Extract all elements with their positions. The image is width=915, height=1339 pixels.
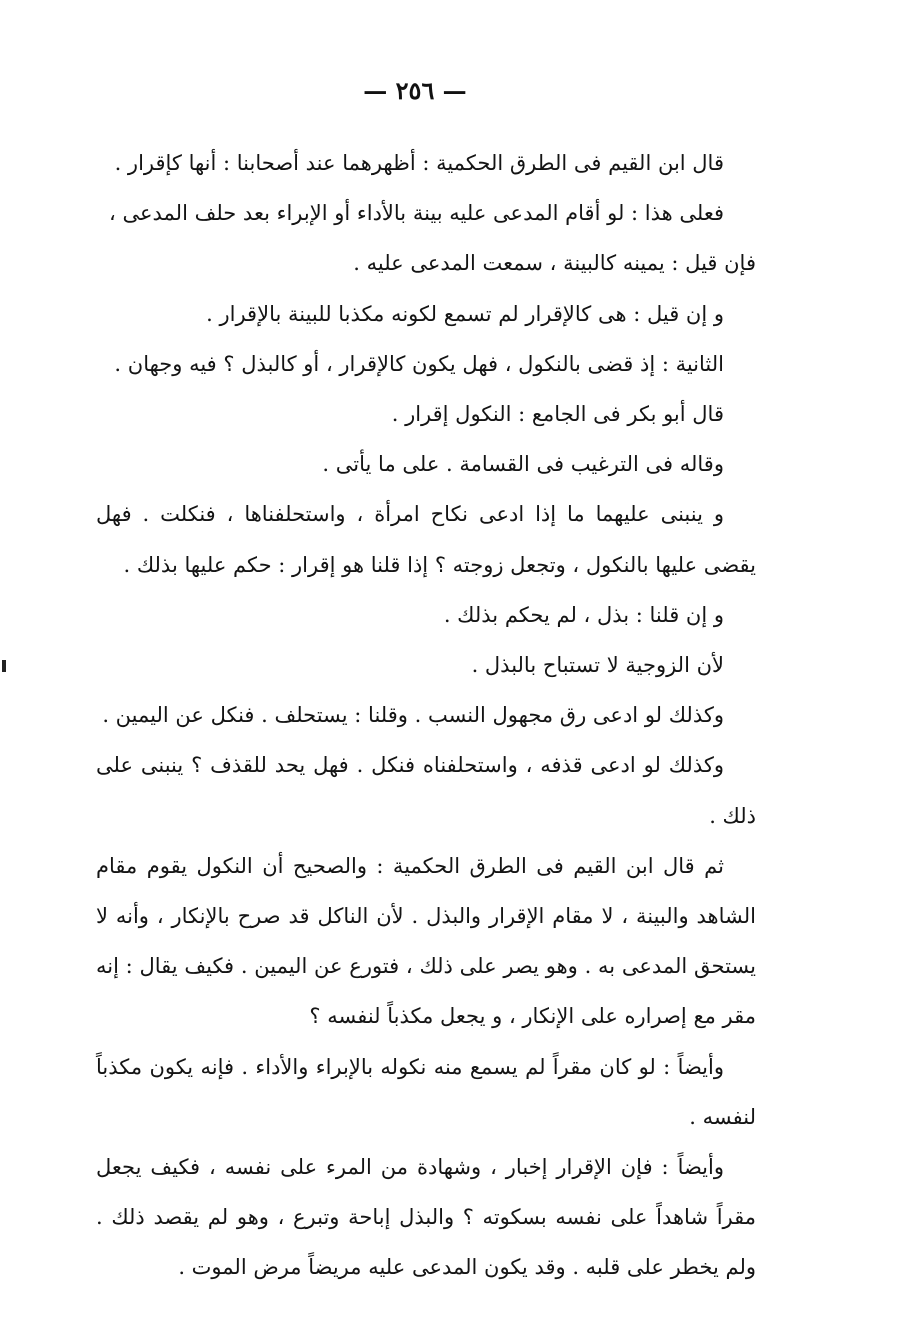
paragraph: قال أبو بكر فى الجامع : النكول إقرار . (391, 402, 724, 427)
paragraph: وقاله فى الترغيب فى القسامة . على ما يأتى . (322, 452, 724, 477)
paragraph: الثانية : إذ قضى بالنكول ، فهل يكون كالإقرار ، أو كالبذل ؟ فيه وجهان . (114, 351, 724, 376)
page-number: — ٢٥٦ — (363, 76, 467, 105)
paragraph: فإن قيل : يمينه كالبينة ، سمعت المدعى عليه . (353, 251, 756, 276)
paragraph: قال ابن القيم فى الطرق الحكمية : أظهرهما عند أصحابنا : أنها كإقرار . (114, 151, 724, 175)
paragraph: ثم قال ابن القيم فى الطرق الحكمية : والصحيح أن النكول يقوم مقام الشاهد والبينة ، لا مقام الإقرار والبذل . لأن الناكل قد صرح بالإنكار ، وأنه لا يستحق المدعى به . وهو يصر على ذلك ، فتورع عن اليمين . فكيف يقال : إنه مقر مع إصراره على الإنكار ، و يجعل مكذباً لنفسه ؟ (96, 853, 756, 1029)
paragraph: و إن قلنا : بذل ، لم يحكم بذلك . (443, 602, 724, 627)
body-text (96, 138, 756, 1293)
paragraph: فعلى هذا : لو أقام المدعى عليه بينة بالأداء أو الإبراء بعد حلف المدعى ، (109, 201, 724, 226)
paragraph: و إن قيل : هى كالإقرار لم تسمع لكونه مكذبا للبينة بالإقرار . (206, 301, 724, 326)
paragraph: وكذلك لو ادعى قذفه ، واستحلفناه فنكل . فهل يحد للقذف ؟ ينبنى على ذلك . (96, 753, 756, 828)
paragraph: وكذلك لو ادعى رق مجهول النسب . وقلنا : يستحلف . فنكل عن اليمين . (102, 703, 724, 728)
paragraph: لأن الزوجية لا تستباح بالبذل . (471, 653, 724, 678)
paragraph: وأيضاً : فإن الإقرار إخبار ، وشهادة من المرء على نفسه ، فكيف يجعل مقراً شاهداً على نفسه بسكوته ؟ والبذل إباحة وتبرع ، وهو لم يقصد ذلك . ولم يخطر على قلبه . وقد يكون المدعى عليه مريضاً مرض الموت . (96, 1155, 756, 1280)
paragraph: وأيضاً : لو كان مقراً لم يسمع منه نكوله بالإبراء والأداء . فإنه يكون مكذباً لنفسه . (96, 1054, 756, 1129)
margin-mark (2, 660, 6, 672)
paragraph: و ينبنى عليهما ما إذا ادعى نكاح امرأة ، واستحلفناها ، فنكلت . فهل يقضى عليها بالنكول ، وتجعل زوجته ؟ إذا قلنا هو إقرار : حكم عليها بذلك . (96, 502, 756, 577)
